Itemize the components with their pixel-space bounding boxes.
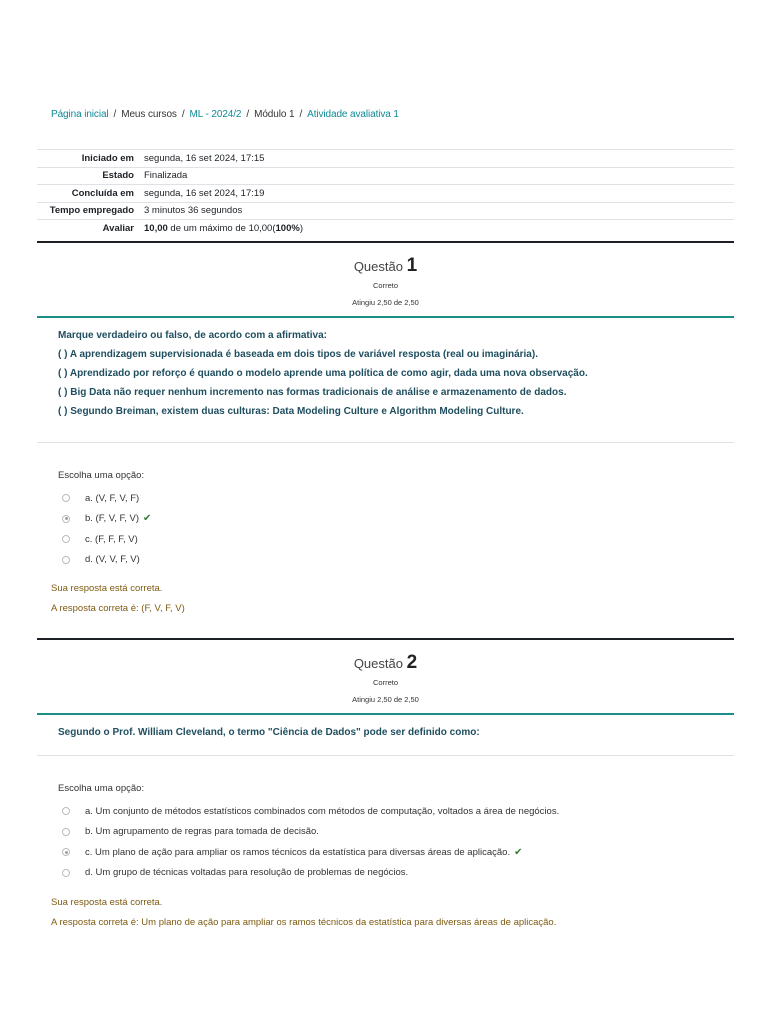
answer-prompt: Escolha uma opção: xyxy=(58,470,145,481)
summary-label: Estado xyxy=(102,170,134,182)
check-icon: ✔ xyxy=(143,513,152,525)
question-1-header xyxy=(37,241,734,317)
question-number: 1 xyxy=(406,255,418,276)
answer-label: b. Um agrupamento de regras para tomada de decisão. xyxy=(85,826,319,838)
radio-button[interactable] xyxy=(62,869,70,877)
question-1-answers xyxy=(58,470,151,570)
question-1-text xyxy=(37,316,734,443)
summary-label: Avaliar xyxy=(102,222,134,234)
breadcrumb-courses: Meus cursos xyxy=(121,109,177,120)
radio-button-selected[interactable] xyxy=(62,848,70,856)
breadcrumb-course-link[interactable]: ML - 2024/2 xyxy=(189,109,242,120)
radio-button[interactable] xyxy=(62,828,70,836)
radio-button[interactable] xyxy=(62,494,70,502)
feedback-text: Sua resposta está correta. xyxy=(51,897,163,908)
question-text-line: ( ) A aprendizagem supervisionada é baseada em dois tipos de variável resposta (real ou imaginária). xyxy=(58,349,538,360)
breadcrumb-activity-link[interactable]: Atividade avaliativa 1 xyxy=(307,109,399,120)
question-text-line: ( ) Big Data não requer nenhum incremento nas formas tradicionais de análise e armazenamento de dados. xyxy=(58,387,567,398)
answer-option-a[interactable] xyxy=(58,801,559,822)
question-grade: Atingiu 2,50 de 2,50 xyxy=(352,695,419,704)
check-icon: ✔ xyxy=(514,846,523,858)
radio-button[interactable] xyxy=(62,535,70,543)
question-2-answers xyxy=(58,783,559,883)
question-number: 2 xyxy=(406,652,418,673)
question-title xyxy=(37,255,734,277)
summary-row-state xyxy=(37,167,734,185)
answer-label: c. Um plano de ação para ampliar os ramos técnicos da estatística para diversas áreas de aplicação. xyxy=(85,846,511,858)
grade-score: 10,00 xyxy=(144,222,168,234)
question-text-line: ( ) Segundo Breiman, existem duas culturas: Data Modeling Culture e Algorithm Modeling Culture. xyxy=(58,406,524,417)
question-label: Questão xyxy=(353,656,403,671)
breadcrumb xyxy=(51,109,399,120)
grade-middle: de um máximo de 10,00( xyxy=(167,222,276,234)
breadcrumb-separator: / xyxy=(181,109,185,120)
summary-row-time xyxy=(37,202,734,220)
radio-button[interactable] xyxy=(62,556,70,564)
question-text-line: Marque verdadeiro ou falso, de acordo com a afirmativa: xyxy=(58,330,327,341)
breadcrumb-separator: / xyxy=(113,109,117,120)
summary-row-started xyxy=(37,150,734,168)
question-2-header xyxy=(37,638,734,714)
summary-value: Finalizada xyxy=(144,170,188,182)
summary-grade-value xyxy=(144,220,734,237)
question-state: Correto xyxy=(372,281,398,290)
answer-label: c. (F, F, F, V) xyxy=(85,533,138,545)
answer-option-b[interactable] xyxy=(58,509,151,530)
summary-label: Tempo empregado xyxy=(49,205,134,217)
answer-label: d. (V, V, F, V) xyxy=(85,554,140,566)
breadcrumb-module: Módulo 1 xyxy=(254,109,295,120)
summary-value: 3 minutos 36 segundos xyxy=(144,205,243,217)
answer-label: d. Um grupo de técnicas voltadas para resolução de problemas de negócios. xyxy=(85,867,409,879)
summary-row-completed xyxy=(37,185,734,203)
feedback-text: Sua resposta está correta. xyxy=(51,583,163,594)
question-label: Questão xyxy=(353,259,403,274)
answer-option-c[interactable] xyxy=(58,529,151,550)
breadcrumb-separator: / xyxy=(299,109,303,120)
question-1-feedback xyxy=(51,583,185,623)
right-answer-text: A resposta correta é: (F, V, F, V) xyxy=(51,603,185,614)
radio-button-selected[interactable] xyxy=(62,515,70,523)
summary-value: segunda, 16 set 2024, 17:19 xyxy=(144,187,265,199)
summary-label: Concluída em xyxy=(71,187,134,199)
question-2-text xyxy=(37,713,734,756)
radio-button[interactable] xyxy=(62,807,70,815)
answer-label: b. (F, V, F, V) xyxy=(85,513,140,525)
grade-percent: 100% xyxy=(275,222,300,234)
answer-option-d[interactable] xyxy=(58,863,559,884)
answer-option-a[interactable] xyxy=(58,488,151,509)
question-text-line: ( ) Aprendizado por reforço é quando o modelo aprende uma política de como agir, dada uma nova observação. xyxy=(58,368,588,379)
breadcrumb-home-link[interactable]: Página inicial xyxy=(51,109,109,120)
question-title xyxy=(37,652,734,674)
question-2-feedback xyxy=(51,897,556,937)
answer-prompt: Escolha uma opção: xyxy=(58,783,145,794)
summary-label: Iniciado em xyxy=(81,152,134,164)
answer-option-b[interactable] xyxy=(58,822,559,843)
answer-label: a. (V, F, V, F) xyxy=(85,492,140,504)
question-text-line: Segundo o Prof. William Cleveland, o termo "Ciência de Dados" pode ser definido como: xyxy=(58,727,480,738)
summary-value: segunda, 16 set 2024, 17:15 xyxy=(144,152,265,164)
question-state: Correto xyxy=(372,678,398,687)
right-answer-text: A resposta correta é: Um plano de ação para ampliar os ramos técnicos da estatística para diversas áreas de aplicação. xyxy=(51,917,557,928)
breadcrumb-separator: / xyxy=(246,109,250,120)
attempt-summary-table xyxy=(37,149,734,237)
grade-end: ) xyxy=(299,222,303,234)
summary-row-grade xyxy=(37,220,734,237)
answer-option-c[interactable] xyxy=(58,842,559,863)
question-grade: Atingiu 2,50 de 2,50 xyxy=(352,298,419,307)
answer-option-d[interactable] xyxy=(58,550,151,571)
answer-label: a. Um conjunto de métodos estatísticos combinados com métodos de computação, voltados a área de negócios. xyxy=(85,805,560,817)
